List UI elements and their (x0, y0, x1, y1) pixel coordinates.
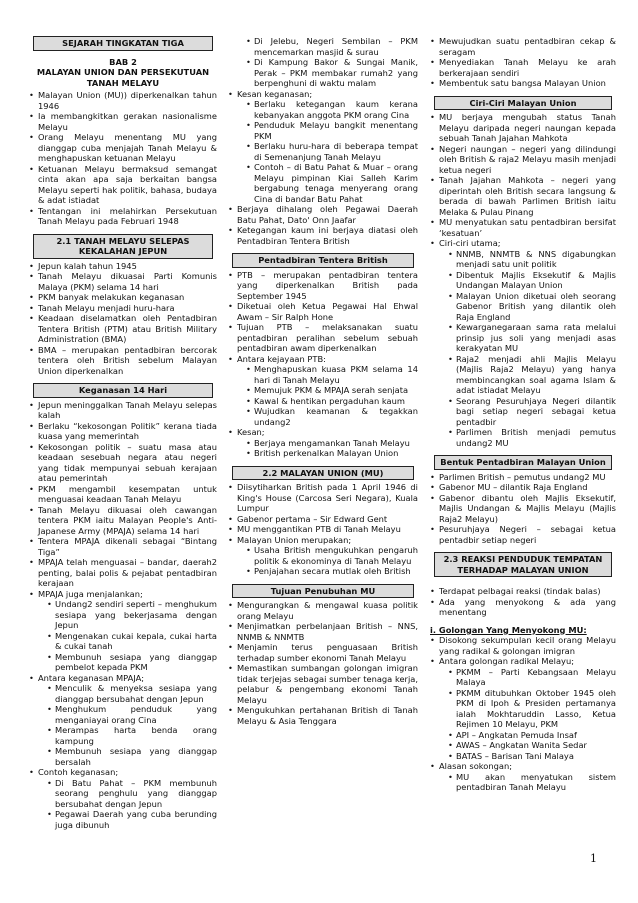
list-item: • Ketegangan kaum ini berjaya diatasi oleh Pentadbiran Tentera British (228, 225, 418, 246)
list-item: • Diisytiharkan British pada 1 April 1946 di King's House (Carcosa Seri Negara), Kuala Lumpur (228, 482, 418, 514)
sub-list-item: • NNMB, NNMTB & NNS digabungkan menjadi satu unit politik (448, 249, 616, 270)
sub-list-item: • Mengenakan cukai kepala, cukai harta & cukai tanah (47, 631, 217, 652)
list-item: • Kesan; (228, 427, 418, 438)
sub-list-item: • Di Batu Pahat – PKM membunuh seorang penghulu yang dianggap bersubahat dengan Jepun (47, 778, 217, 810)
sub-list-item: • PKMM – Parti Kebangsaan Melayu Malaya (448, 667, 616, 688)
sub-list-item: • Parlimen British menjadi pemutus undang2 MU (448, 427, 616, 448)
list-item: • Jepun kalah tahun 1945 (29, 261, 217, 272)
list-item: • Gabenor MU – dilantik Raja England (430, 482, 616, 493)
sub-list-item: • Usaha British mengukuhkan pengaruh politik & ekonominya di Tanah Melayu (246, 545, 418, 566)
sub-list-item: • Seorang Pesuruhjaya Negeri dilantik bagi setiap negeri sebagai ketua pentadbir (448, 396, 616, 428)
list-item: • Parlimen British – pemutus undang2 MU (430, 472, 616, 483)
section-list (430, 472, 616, 546)
list-item: • Tujuan PTB – melaksanakan suatu pentadbiran peralihan sebelum sebuah pentadbiran awam diperkenalkan (228, 322, 418, 354)
section-heading: Tujuan Penubuhan MU (232, 584, 414, 599)
list-item: • Membentuk satu bangsa Malayan Union (430, 78, 616, 89)
sub-list-item: • Malayan Union diketuai oleh seorang Gabenor British yang dilantik oleh Raja England (448, 291, 616, 323)
section-heading: 2.1 TANAH MELAYU SELEPAS KEKALAHAN JEPUN (33, 234, 213, 259)
section-heading: Pentadbiran Tentera British (232, 253, 414, 268)
list-item: • MU menyatukan satu pentadbiran bersifat ‘kesatuan’ (430, 217, 616, 238)
page-number: 1 (590, 852, 597, 865)
list-item: • Menyediakan Tanah Melayu ke arah berkerajaan sendiri (430, 57, 616, 78)
section-list (228, 36, 418, 246)
list-item: • PKM mengambil kesempatan untuk menguasai keadaan Tanah Melayu (29, 484, 217, 505)
list-item: • Antara golongan radikal Melayu; (430, 656, 616, 667)
list-item: • Pesuruhjaya Negeri – sebagai ketua pentadbir setiap negeri (430, 524, 616, 545)
column-1 (29, 36, 217, 830)
list-item: • Memastikan sumbangan golongan imigran tidak terjejas sebagai sumber tenaga kerja, pelabur & pengembang ekonomi Tanah Melayu (228, 663, 418, 705)
sub-list-item: • API – Angkatan Pemuda Insaf (448, 730, 616, 741)
list-item: • Kekosongan politik – suatu masa atau keadaan sesebuah negara atau negeri yang tidak mempunyai sebuah kerajaan atau pemerintah (29, 442, 217, 484)
list-item: • Ada yang menyokong & ada yang menentang (430, 597, 616, 618)
section-heading: Ciri-Ciri Malayan Union (434, 96, 612, 111)
sub-list-item: • Menghapuskan kuasa PKM selama 14 hari di Tanah Melayu (246, 364, 418, 385)
list-item: • Keadaan diselamatkan oleh Pentadbiran Tentera British (PTM) atau British Military Administration (BMA) (29, 313, 217, 345)
sub-list-item: • MU akan menyatukan sistem pentadbiran Tanah Melayu (448, 772, 616, 793)
chapter-title: MALAYAN UNION DAN PERSEKUTUAN TANAH MELAYU (36, 67, 210, 88)
sub-list-item: • Penjajahan secara mutlak oleh British (246, 566, 418, 577)
sub-list-item: • Berjaya mengamankan Tanah Melayu (246, 438, 418, 449)
list-item: • MU menggantikan PTB di Tanah Melayu (228, 524, 418, 535)
list-item: • BMA – merupakan pentadbiran bercorak tentera oleh British sebelum Malayan Union diperkenalkan (29, 345, 217, 377)
list-item: • Tentangan ini melahirkan Persekutuan Tanah Melayu pada Februari 1948 (29, 206, 217, 227)
sub-list-item: • Undang2 sendiri seperti – menghukum sesiapa yang bekerjasama dengan Jepun (47, 599, 217, 631)
list-item: • Mengurangkan & mengawal kuasa politik orang Melayu (228, 600, 418, 621)
section-list (430, 36, 616, 89)
document-title: SEJARAH TINGKATAN TIGA (33, 36, 213, 51)
list-item: • Tanah Melayu menjadi huru-hara (29, 303, 217, 314)
list-item: • Ketuanan Melayu bermaksud semangat cinta akan apa saja berkaitan bangsa Melayu seperti hak politik, bahasa, budaya & adat istiadat (29, 164, 217, 206)
sub-list-item: • Membunuh sesiapa yang dianggap bersalah (47, 746, 217, 767)
list-item: • Berlaku “kekosongan Politik” kerana tiada kuasa yang memerintah (29, 421, 217, 442)
list-item: • Ciri-ciri utama; (430, 238, 616, 249)
section-heading: Bentuk Pentadbiran Malayan Union (434, 455, 612, 470)
list-item: • Tanah Melayu dikuasai Parti Komunis Malaya (PKM) selama 14 hari (29, 271, 217, 292)
list-item: • Gabenor pertama – Sir Edward Gent (228, 514, 418, 525)
list-item: • Terdapat pelbagai reaksi (tindak balas) (430, 586, 616, 597)
sub-list-item: • Kewarganegaraan sama rata melalui prinsip jus soli yang menjadi asas kerakyatan MU (448, 322, 616, 354)
sub-list-item: • PKMM ditubuhkan Oktober 1945 oleh PKM di Ipoh & Presiden pertamanya ialah Mokhtaruddin Lasso, Ketua Rejimen 10 Melayu, PKM (448, 688, 616, 730)
sub-list-item: • Menghukum penduduk yang menganiayai orang Cina (47, 704, 217, 725)
chapter-number: BAB 2 (109, 56, 137, 67)
list-item: • Gabenor dibantu oleh Majlis Eksekutif, Majlis Undangan & Majlis Melayu (Majlis Raja2 Melayu) (430, 493, 616, 525)
chapter-heading (29, 57, 217, 89)
sub-list-item: • Dibentuk Majlis Eksekutif & Majlis Undangan Malayan Union (448, 270, 616, 291)
section-list (29, 261, 217, 377)
list-item: • Negeri naungan – negeri yang dilindungi oleh British & raja2 Melayu masih menjadi ketua negeri (430, 144, 616, 176)
list-item: • PKM banyak melakukan keganasan (29, 292, 217, 303)
section-heading: 2.2 MALAYAN UNION (MU) (232, 466, 414, 481)
sub-list-item: • BATAS – Barisan Tani Malaya (448, 751, 616, 762)
list-item: • Contoh keganasan; (29, 767, 217, 778)
sub-list-item: • Berlaku ketegangan kaum kerana kebanyakan anggota PKM orang Cina (246, 99, 418, 120)
subsection-heading: i. Golongan Yang Menyokong MU: (430, 624, 587, 635)
sub-list-item: • British perkenalkan Malayan Union (246, 448, 418, 459)
list-item: • Ia membangkitkan gerakan nasionalisme Melayu (29, 111, 217, 132)
sub-list-item: • Contoh – di Batu Pahat & Muar – orang Melayu pimpinan Kiai Salleh Karim bergabung tenaga menyerang orang Cina di bandar Batu Pahat (246, 162, 418, 204)
list-item: • Tanah Jajahan Mahkota – negeri yang diperintah oleh British secara langsung & berada di bawah Parlimen British iaitu Melaka & Pulau Pinang (430, 175, 616, 217)
section-list (430, 635, 616, 793)
list-item: • Kesan keganasan; (228, 89, 418, 100)
list-item: • Menjamin terus penguasaan British terhadap sumber ekonomi Tanah Melayu (228, 642, 418, 663)
sub-list-item: • Kawal & hentikan pergaduhan kaum (246, 396, 418, 407)
section-list (29, 400, 217, 831)
list-item: • Tentera MPAJA dikenali sebagai “Bintang Tiga” (29, 536, 217, 557)
section-list (228, 270, 418, 459)
list-item: • Tanah Melayu dikuasai oleh cawangan tentera PKM iaitu Malayan People's Anti-Japanese Army (MPAJA) selama 14 hari (29, 505, 217, 537)
list-item: • MPAJA juga menjalankan; (29, 589, 217, 600)
list-item: • Antara keganasan MPAJA; (29, 673, 217, 684)
sub-list-item: • Penduduk Melayu bangkit menentang PKM (246, 120, 418, 141)
sub-list-item: • AWAS – Angkatan Wanita Sedar (448, 740, 616, 751)
section-heading: Keganasan 14 Hari (33, 383, 213, 398)
sub-list-item: • Di Kampung Bakor & Sungai Manik, Perak – PKM membakar rumah2 yang berpenghuni di waktu malam (246, 57, 418, 89)
list-item: • Malayan Union merupakan; (228, 535, 418, 546)
sub-list-item: • Wujudkan keamanan & tegakkan undang2 (246, 406, 418, 427)
list-item: • Orang Melayu menentang MU yang dianggap cuba menjajah Tanah Melayu & menghapuskan ketuanan Melayu (29, 132, 217, 164)
list-item: • Berjaya dihalang oleh Pegawai Daerah Batu Pahat, Dato' Onn Jaafar (228, 204, 418, 225)
list-item: • Menjimatkan perbelanjaan British – NNS, NNMB & NNMTB (228, 621, 418, 642)
list-item: • Malayan Union (MU)) diperkenalkan tahun 1946 (29, 90, 217, 111)
sub-list-item: • Menculik & menyeksa sesiapa yang dianggap bersubahat dengan Jepun (47, 683, 217, 704)
list-item: • Diketuai oleh Ketua Pegawai Hal Ehwal Awam – Sir Ralph Hone (228, 301, 418, 322)
section-list (228, 482, 418, 577)
sub-list-item: • Di Jelebu, Negeri Sembilan – PKM mencemarkan masjid & surau (246, 36, 418, 57)
list-item: • Mewujudkan suatu pentadbiran cekap & seragam (430, 36, 616, 57)
sub-list-item: • Raja2 menjadi ahli Majlis Melayu (Majlis Raja2 Melayu) yang hanya membincangkan soal agama Islam & adat istiadat Melayu (448, 354, 616, 396)
column-2 (228, 36, 418, 726)
column-3 (430, 36, 616, 793)
sub-list-item: • Berlaku huru-hara di beberapa tempat di Semenanjung Tanah Melayu (246, 141, 418, 162)
list-item: • Alasan sokongan; (430, 761, 616, 772)
sub-list-item: • Membunuh sesiapa yang dianggap pembelot kepada PKM (47, 652, 217, 673)
section-heading: 2.3 REAKSI PENDUDUK TEMPATAN TERHADAP MALAYAN UNION (434, 552, 612, 577)
list-item: • Mengukuhkan pertahanan British di Tanah Melayu & Asia Tenggara (228, 705, 418, 726)
section-list (430, 586, 616, 618)
section-list (228, 600, 418, 726)
list-item: • MU berjaya mengubah status Tanah Melayu daripada negeri naungan kepada sebuah Tanah Jajahan Mahkota (430, 112, 616, 144)
sub-list-item: • Pegawai Daerah yang cuba berunding juga dibunuh (47, 809, 217, 830)
sub-list-item: • Merampas harta benda orang kampung (47, 725, 217, 746)
sub-list-item: • Memujuk PKM & MPAJA serah senjata (246, 385, 418, 396)
intro-list (29, 90, 217, 227)
list-item: • PTB – merupakan pentadbiran tentera yang diperkenalkan British pada September 1945 (228, 270, 418, 302)
list-item: • MPAJA telah menguasai – bandar, daerah2 penting, balai polis & pejabat pentadbiran kerajaan (29, 557, 217, 589)
list-item: • Disokong sekumpulan kecil orang Melayu yang radikal & golongan imigran (430, 635, 616, 656)
section-list (430, 112, 616, 448)
list-item: • Antara kejayaan PTB: (228, 354, 418, 365)
list-item: • Jepun meninggalkan Tanah Melayu selepas kalah (29, 400, 217, 421)
